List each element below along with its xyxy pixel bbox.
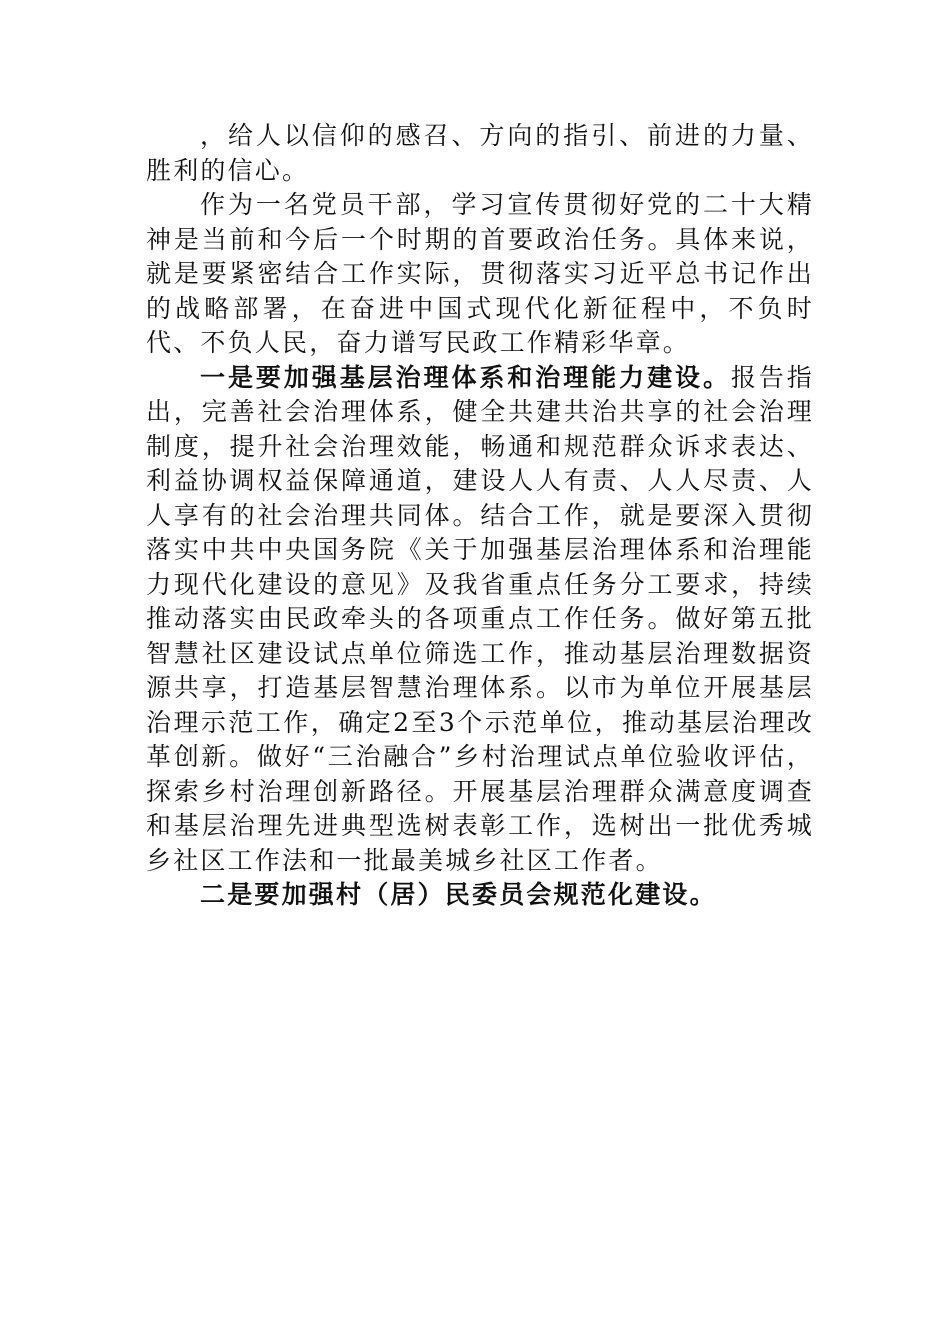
paragraph-intro (146, 188, 814, 361)
paragraph-continuation (146, 119, 814, 188)
section-heading-two: 二是要加强村（居）民委员会规范化建设。 (200, 880, 717, 909)
paragraph-point-two (146, 878, 814, 913)
section-heading-one: 一是要加强基层治理体系和治理能力建设。 (200, 362, 731, 392)
document-body (146, 119, 814, 913)
paragraph-point-one (146, 361, 814, 879)
paragraph-text: 报告指出，完善社会治理体系，健全共建共治共享的社会治理制度，提升社会治理效能，畅通和规范群众诉求表达、利益协调权益保障通道，建设人人有责、人人尽责、人人享有的社会治理共同体。结合工作，就是要深入贯彻落实中共中央国务院《关于加强基层治理体系和治理能力现代化建设的意见》及我省重点任务分工要求，持续推动落实由民政牵头的各项重点工作任务。做好第五批智慧社区建设试点单位筛选工作，推动基层治理数据资源共享，打造基层智慧治理体系。以市为单位开展基层治理示范工作，确定2至3个示范单位，推动基层治理改革创新。做好“三治融合”乡村治理试点单位验收评估，探索乡村治理创新路径。开展基层治理群众满意度调查和基层治理先进典型选树表彰工作，选树出一批优秀城乡社区工作法和一批最美城乡社区工作者。 (146, 362, 814, 875)
paragraph-text: ，给人以信仰的感召、方向的指引、前进的力量、胜利的信心。 (146, 121, 814, 185)
paragraph-text: 作为一名党员干部，学习宣传贯彻好党的二十大精神是当前和今后一个时期的首要政治任务。具体来说，就是要紧密结合工作实际，贯彻落实习近平总书记作出的战略部署，在奋进中国式现代化新征程中，不负时代、不负人民，奋力谱写民政工作精彩华章。 (146, 190, 814, 357)
